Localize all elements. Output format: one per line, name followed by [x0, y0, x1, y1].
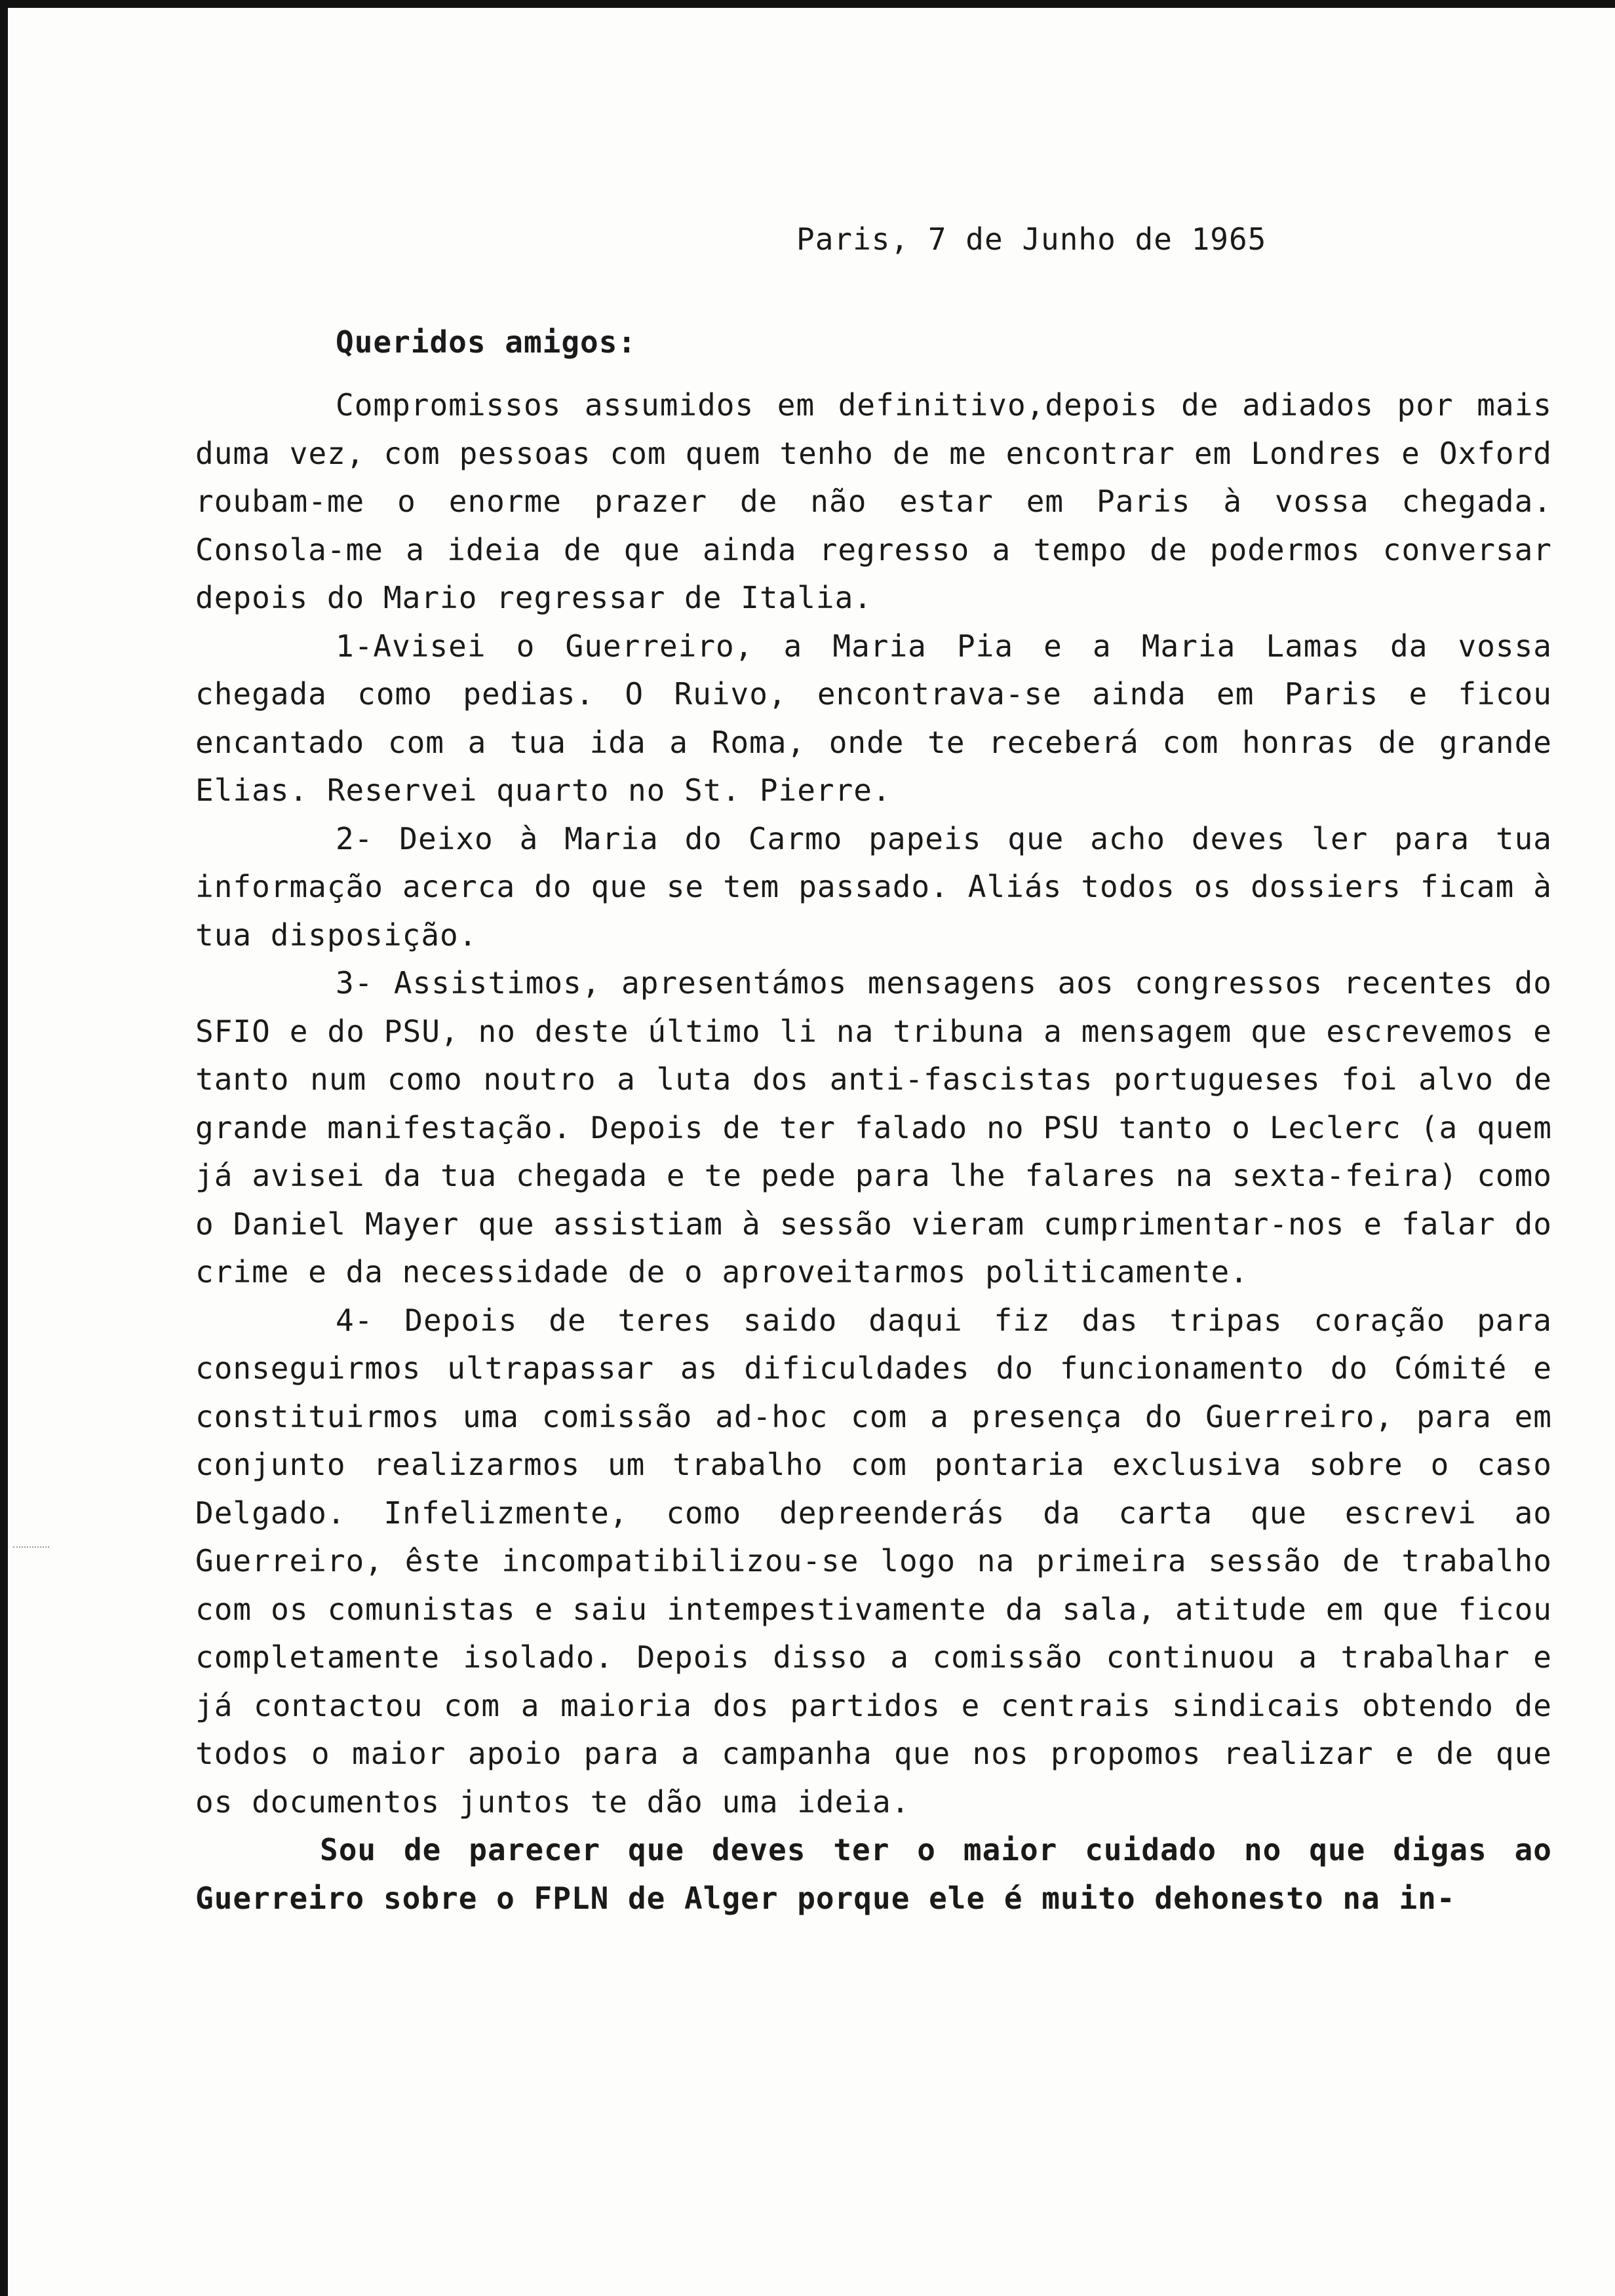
margin-mark — [13, 1546, 49, 1550]
scan-border-top — [0, 0, 1615, 8]
paragraph-point-3: 3- Assistimos, apresentámos mensagens aos congressos recentes do SFIO e do PSU, no deste último li na tribuna a mensagem que escrevemos e tanto num como noutro a luta dos anti-fascistas portugueses foi alvo de grande manifestação. Depois de ter falado no PSU tanto o Leclerc (a quem já avisei da tua chegada e te pede para lhe falares na sexta-feira) como o Daniel Mayer que assistiam à sessão vieram cumprimentar-nos e falar do crime e da necessidade de o aproveitarmos politicamente. — [195, 965, 1552, 1290]
scan-border-left — [0, 0, 8, 2296]
paragraph-point-4: 4- Depois de teres saido daqui fiz das tripas coração para conseguirmos ultrapassar as dificuldades do funcionamento do Cómité e constituirmos uma comissão ad-hoc com a presença do Guerreiro, para em conjunto realizarmos um trabalho com pontaria exclusiva sobre o caso Delgado. Infelizmente, como depreenderás da carta que escrevi ao Guerreiro, êste incompatibilizou-se logo na primeira sessão de trabalho com os comunistas e saiu intempestivamente da sala, atitude em que ficou completamente isolado. Depois disso a comissão continuou a trabalhar e já contactou com a maioria dos partidos e centrais sindicais obtendo de todos o maior apoio para a campanha que nos propomos realizar e de que os documentos juntos te dão uma ideia. — [195, 1302, 1552, 1820]
letter-salutation: Queridos amigos: — [336, 324, 637, 360]
letter-date: Paris, 7 de Junho de 1965 — [796, 221, 1267, 257]
paragraph-intro: Compromissos assumidos em definitivo,depois de adiados por mais duma vez, com pessoas com quem tenho de me encontrar em Londres e Oxford roubam-me o enorme prazer de não estar em Paris à vossa chegada. Consola-me a ideia de que ainda regresso a tempo de podermos conversar depois do Mario regressar de Italia. — [195, 387, 1552, 615]
paragraph-point-2: 2- Deixo à Maria do Carmo papeis que acho deves ler para tua informação acerca do que se tem passado. Aliás todos os dossiers ficam à tua disposição. — [195, 820, 1552, 953]
paragraph-point-1: 1-Avisei o Guerreiro, a Maria Pia e a Maria Lamas da vossa chegada como pedias. O Ruivo, encontrava-se ainda em Paris e ficou encantado com a tua ida a Roma, onde te receberá com honras de grande Elias. Reservei quarto no St. Pierre. — [195, 628, 1552, 808]
letter-body — [195, 381, 1552, 1923]
paragraph-advice: Sou de parecer que deves ter o maior cuidado no que digas ao Guerreiro sobre o FPLN de Alger porque ele é muito dehonesto na in- — [195, 1832, 1552, 1916]
